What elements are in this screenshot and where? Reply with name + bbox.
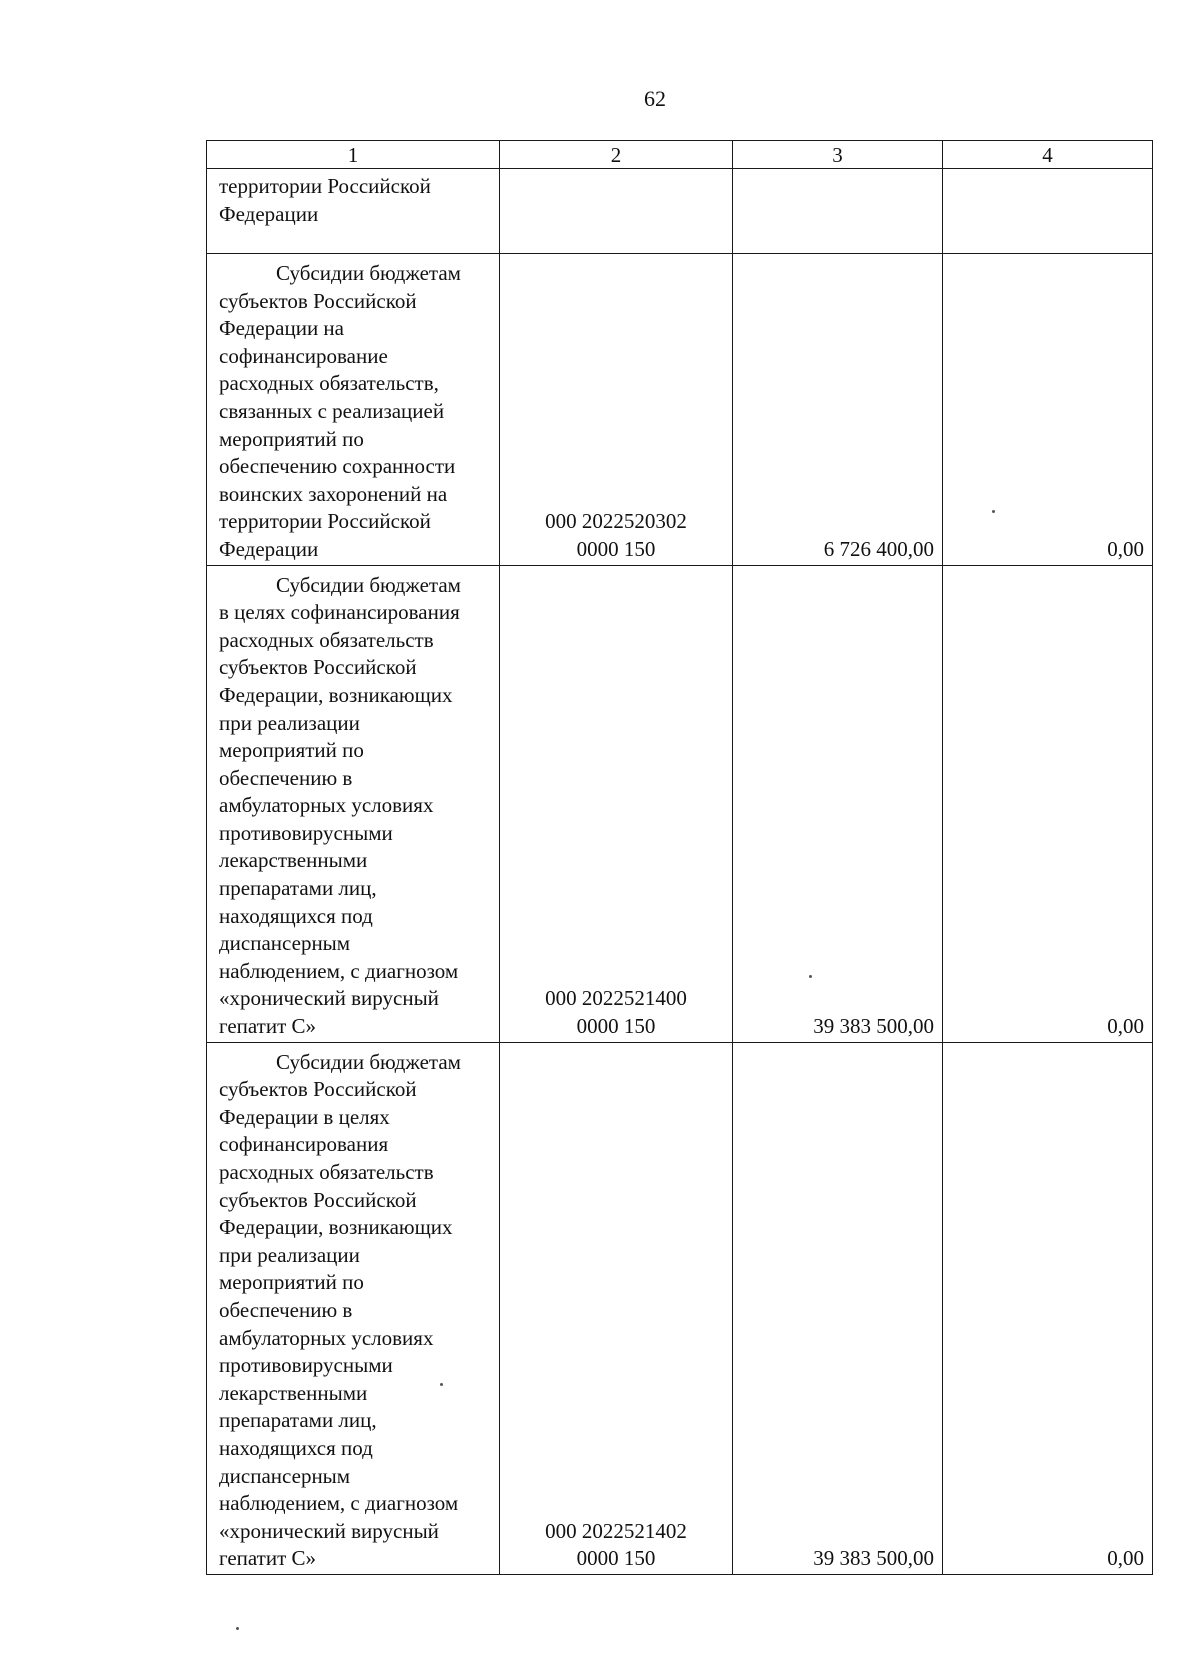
scan-speck <box>236 1627 239 1630</box>
text-line: препаратами лиц, <box>219 876 377 901</box>
text-line: расходных обязательств, <box>219 371 439 396</box>
row-code-cell <box>500 254 733 566</box>
text-line: субъектов Российской <box>219 288 417 313</box>
text-line: лекарственными <box>219 1380 368 1405</box>
text-line: софинансирование <box>219 343 388 368</box>
text-line: обеспечению в <box>219 1297 353 1322</box>
page-number: 62 <box>644 86 666 111</box>
text-line: находящихся под <box>219 903 373 928</box>
text-line: лекарственными <box>219 848 368 873</box>
text-line: диспансерным <box>219 931 351 956</box>
row-col4-value: 0,00 <box>943 1042 1153 1574</box>
header-col-4: 4 <box>943 141 1153 169</box>
text-line: находящихся под <box>219 1435 373 1460</box>
text-line: субъектов Российской <box>219 1077 417 1102</box>
continuation-code-cell <box>500 169 733 254</box>
text-line: Федерации, возникающих <box>219 682 453 707</box>
row-col3-value: 39 383 500,00 <box>733 1042 943 1574</box>
scan-speck <box>992 510 995 513</box>
text-line: наблюдением, с диагнозом <box>219 1491 459 1516</box>
continuation-name-cell <box>207 169 500 254</box>
text-line: расходных обязательств <box>219 627 434 652</box>
text-line: субъектов Российской <box>219 1187 417 1212</box>
table-header-row <box>207 141 1153 169</box>
text-line: обеспечению сохранности <box>219 454 456 479</box>
text-line: Федерации <box>219 536 319 561</box>
text-line: Субсидии бюджетам <box>276 572 461 597</box>
header-col-3: 3 <box>733 141 943 169</box>
text-line: 0000 150 <box>576 1546 656 1571</box>
text-line: мероприятий по <box>219 1270 364 1295</box>
text-line: связанных с реализацией <box>219 398 445 423</box>
text-line: 000 2022521402 <box>545 1518 687 1543</box>
text-line: Федерации, возникающих <box>219 1215 453 1240</box>
text-line: мероприятий по <box>219 738 364 763</box>
scan-speck <box>809 975 812 978</box>
continuation-line: Федерации <box>219 201 319 226</box>
scan-speck <box>440 1383 443 1386</box>
text-line: мероприятий по <box>219 426 364 451</box>
text-line: гепатит С» <box>219 1014 317 1039</box>
text-line: противовирусными <box>219 820 393 845</box>
row-name-cell <box>207 254 500 566</box>
text-line: «хронический вирусный <box>219 1518 439 1543</box>
text-line: обеспечению в <box>219 765 353 790</box>
text-line: амбулаторных условиях <box>219 793 434 818</box>
text-line: расходных обязательств <box>219 1160 434 1184</box>
continuation-col4-cell <box>943 169 1153 254</box>
table-row <box>207 565 1153 1042</box>
row-col4-value: 0,00 <box>943 254 1153 566</box>
text-line: 000 2022520302 <box>545 509 687 534</box>
text-line: при реализации <box>219 710 360 735</box>
text-line: амбулаторных условиях <box>219 1325 434 1350</box>
text-line: воинских захоронений на <box>219 481 448 506</box>
text-line: при реализации <box>219 1242 360 1267</box>
text-line: «хронический вирусный <box>219 986 439 1011</box>
text-line: территории Российской <box>219 509 431 534</box>
header-col-2: 2 <box>500 141 733 169</box>
text-line: Федерации на <box>219 316 344 341</box>
budget-table <box>206 140 1153 1575</box>
text-line: 0000 150 <box>576 536 656 561</box>
text-line: препаратами лиц, <box>219 1408 377 1433</box>
text-line: Федерации в целях <box>219 1104 390 1129</box>
continuation-col3-cell <box>733 169 943 254</box>
row-col4-value: 0,00 <box>943 565 1153 1042</box>
continuation-row <box>207 169 1153 254</box>
text-line: противовирусными <box>219 1353 393 1378</box>
row-name-cell <box>207 1042 500 1574</box>
text-line: 000 2022521400 <box>545 986 687 1011</box>
row-code-cell <box>500 565 733 1042</box>
row-code-cell <box>500 1042 733 1574</box>
table-row <box>207 254 1153 566</box>
text-line: наблюдением, с диагнозом <box>219 958 459 983</box>
row-col3-value: 39 383 500,00 <box>733 565 943 1042</box>
text-line: софинансирования <box>219 1132 389 1157</box>
text-line: в целях софинансирования <box>219 600 460 625</box>
text-line: субъектов Российской <box>219 655 417 680</box>
row-col3-value: 6 726 400,00 <box>733 254 943 566</box>
text-line: Субсидии бюджетам <box>276 1049 461 1074</box>
continuation-line: территории Российской <box>219 174 431 198</box>
text-line: 0000 150 <box>576 1014 656 1039</box>
row-name-cell <box>207 565 500 1042</box>
header-col-1: 1 <box>207 141 500 169</box>
text-line: гепатит С» <box>219 1546 317 1571</box>
text-line: диспансерным <box>219 1463 351 1488</box>
table-row <box>207 1042 1153 1574</box>
text-line: Субсидии бюджетам <box>276 261 461 285</box>
